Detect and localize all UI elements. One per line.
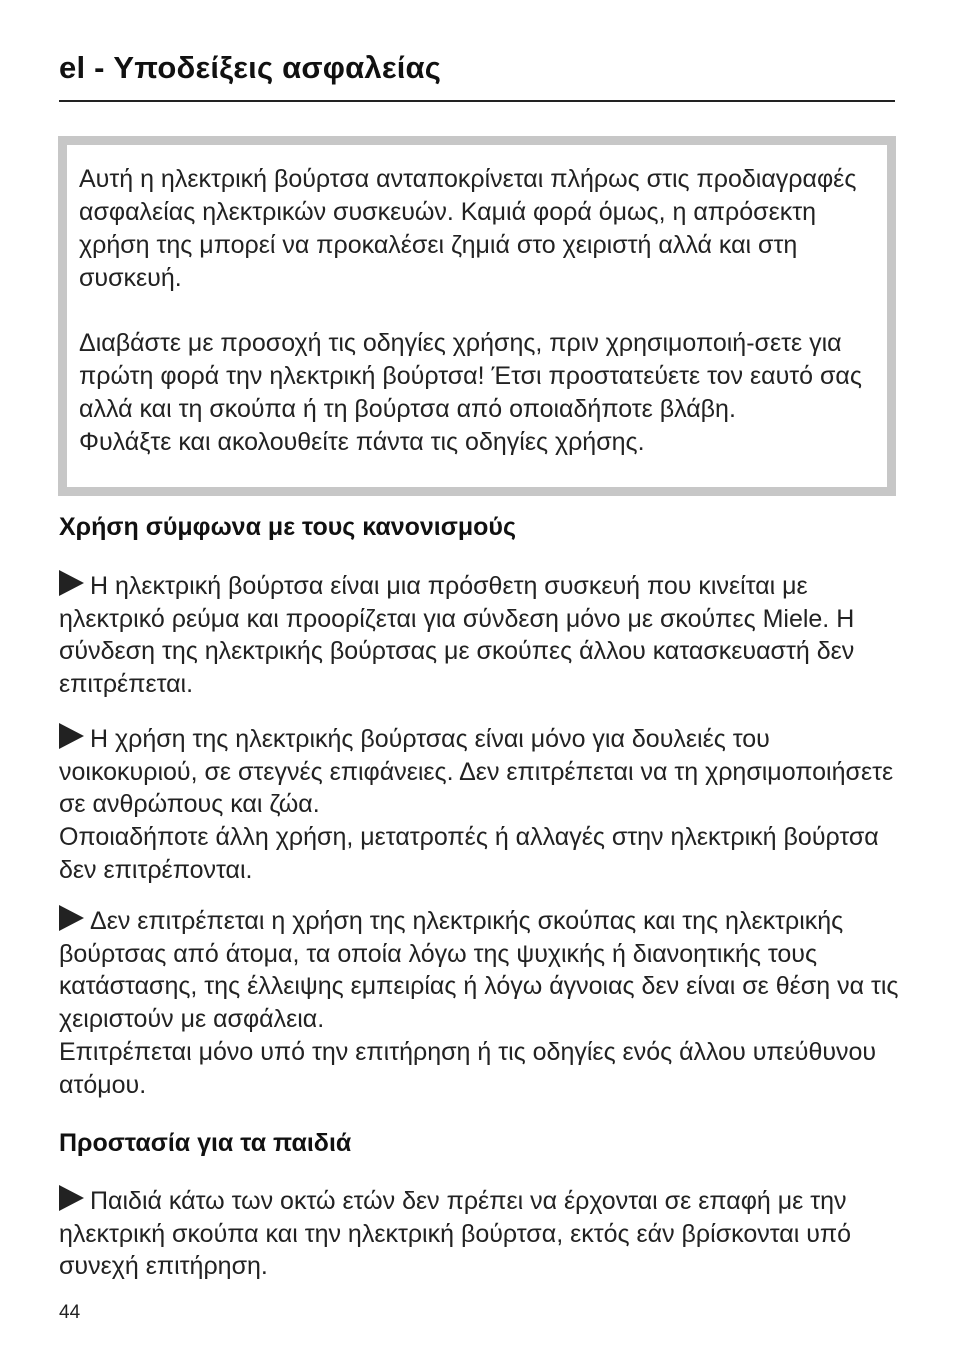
notice-paragraph: Αυτή η ηλεκτρική βούρτσα ανταποκρίνεται πλήρως στις προδιαγραφές ασφαλείας ηλεκτρικών συσκευών. Καμιά φορά όμως, η απρόσεκτη χρήση της μπορεί να προκαλέσει ζημιά στο χειριστή αλλά και στη συσκευή. (79, 165, 857, 292)
notice-text: Φυλάξτε και ακολουθείτε πάντα τις οδηγίες χρήσης. (79, 428, 645, 456)
list-item (59, 905, 899, 1101)
list-item-text: Παιδιά κάτω των οκτώ ετών δεν πρέπει να έρχονται σε επαφή με την ηλεκτρική σκούπα και την ηλεκτρική βούρτσα, εκτός εάν βρίσκονται υπό συνεχή επιτήρηση. (59, 1187, 852, 1281)
section-heading-children: Προστασία για τα παιδιά (59, 1129, 352, 1157)
list-item (59, 1185, 899, 1283)
notice-paragraph (79, 327, 875, 459)
list-item-text: Δεν επιτρέπεται η χρήση της ηλεκτρικής σκούπας και της ηλεκτρικής βούρτσας από άτομα, τα οποία λόγω της ψυχικής ή διανοητικής τους κατάστασης, της έλλειψης εμπειρίας ή λόγω άγνοιας δεν είναι σε θέση να τις χειριστούν με ασφάλεια. (59, 907, 899, 1034)
list-item (59, 723, 899, 887)
list-item-text: Επιτρέπεται μόνο υπό την επιτήρηση ή τις οδηγίες ενός άλλου υπεύθυνου ατόμου. (59, 1037, 877, 1099)
arrow-right-icon (59, 723, 84, 749)
header-divider (59, 100, 895, 102)
notice-text: Διαβάστε με προσοχή τις οδηγίες χρήσης, πριν χρησιμοποιή-σετε για πρώτη φορά την ηλεκτρική βούρτσα! Έτσι προστατεύετε τον εαυτό σας αλλά και τη σκούπα ή τη βούρτσα από οποιαδήποτε βλάβη. (79, 329, 862, 423)
safety-notice-box (58, 136, 896, 496)
list-item-text: Οποιαδήποτε άλλη χρήση, μετατροπές ή αλλαγές στην ηλεκτρική βούρτσα δεν επιτρέπονται. (59, 823, 879, 884)
page-title: el - Υποδείξεις ασφαλείας (59, 50, 442, 85)
list-item-text: Η χρήση της ηλεκτρικής βούρτσας είναι μόνο για δουλειές του νοικοκυριού, σε στεγνές επιφάνειες. Δεν επιτρέπεται να τη χρησιμοποιήσετε σε ανθρώπους και ζώα. (59, 725, 894, 819)
arrow-right-icon (59, 570, 84, 596)
arrow-right-icon (59, 905, 84, 931)
list-item (59, 570, 899, 701)
arrow-right-icon (59, 1185, 84, 1211)
page-number: 44 (59, 1302, 81, 1323)
section-heading-usage: Χρήση σύμφωνα με τους κανονισμούς (59, 513, 516, 541)
list-item-text: Η ηλεκτρική βούρτσα είναι μια πρόσθετη συσκευή που κινείται με ηλεκτρικό ρεύμα και προορίζεται για σύνδεση μόνο με σκούπες Miele. Η σύνδεση της ηλεκτρικής βούρτσας με σκούπες άλλου κατασκευαστή δεν επιτρέπεται. (59, 572, 855, 699)
